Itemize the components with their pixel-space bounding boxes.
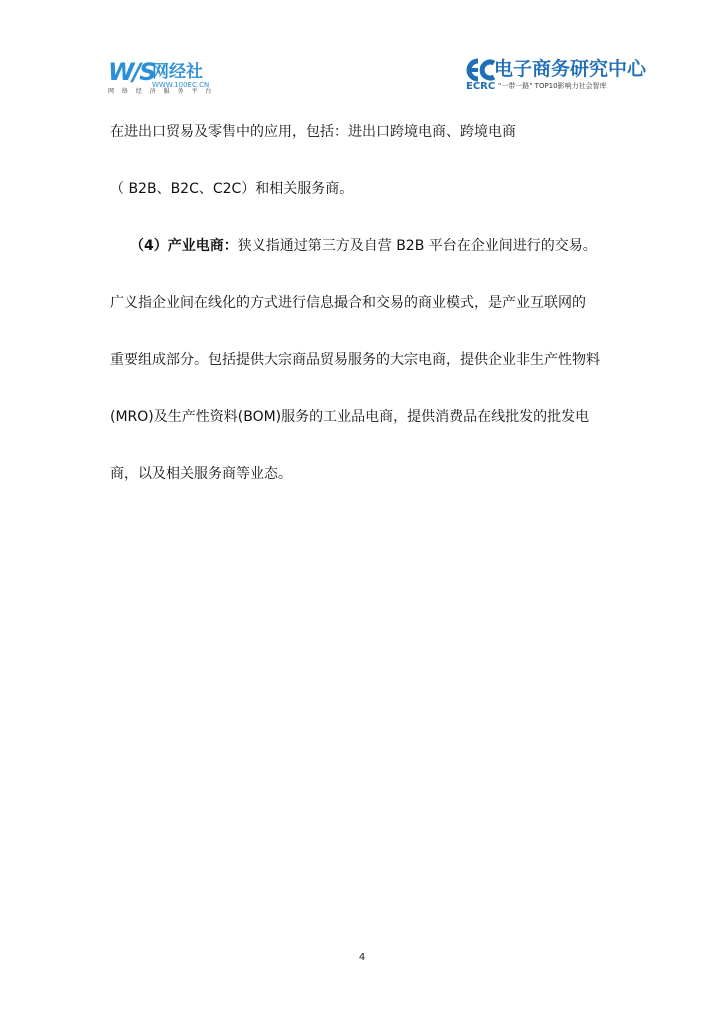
body-line-1: 在进出口贸易及零售中的应用，包括：进出口跨境电商、跨境电商	[110, 124, 516, 140]
page-number: 4	[358, 952, 366, 963]
wangjingshe-mark: W/S	[108, 58, 155, 86]
body-line-6: (MRO)及生产性资料(BOM)服务的工业品电商，提供消费品在线批发的批发电	[110, 409, 590, 425]
ecrc-slogan: "一带一路" TOP10影响力社会智库	[498, 82, 607, 90]
body-line-2: （ B2B、B2C、C2C）和相关服务商。	[110, 181, 354, 197]
wangjingshe-name: 网经社	[152, 62, 203, 82]
section-heading: （4）产业电商：	[130, 238, 238, 254]
body-line-4: 广义指企业间在线化的方式进行信息撮合和交易的商业模式，是产业互联网的	[110, 295, 586, 311]
body-line-3	[130, 238, 597, 254]
ecrc-name: 电子商务研究中心	[494, 58, 647, 80]
body-line-5: 重要组成部分。包括提供大宗商品贸易服务的大宗电商，提供企业非生产性物料	[110, 352, 600, 368]
wangjingshe-logo	[108, 60, 238, 94]
body-line-7: 商，以及相关服务商等业态。	[110, 466, 292, 482]
section-heading-text: 狭义指通过第三方及自营 B2B 平台在企业间进行的交易。	[237, 238, 597, 254]
ecrc-abbr: ECRC	[466, 81, 496, 92]
wangjingshe-tagline: 网 络 经 济 服 务 平 台	[108, 88, 215, 95]
wangjingshe-url: WWW.100EC.CN	[152, 81, 210, 89]
ec-logo-icon	[464, 58, 498, 82]
ecrc-logo	[464, 58, 647, 94]
